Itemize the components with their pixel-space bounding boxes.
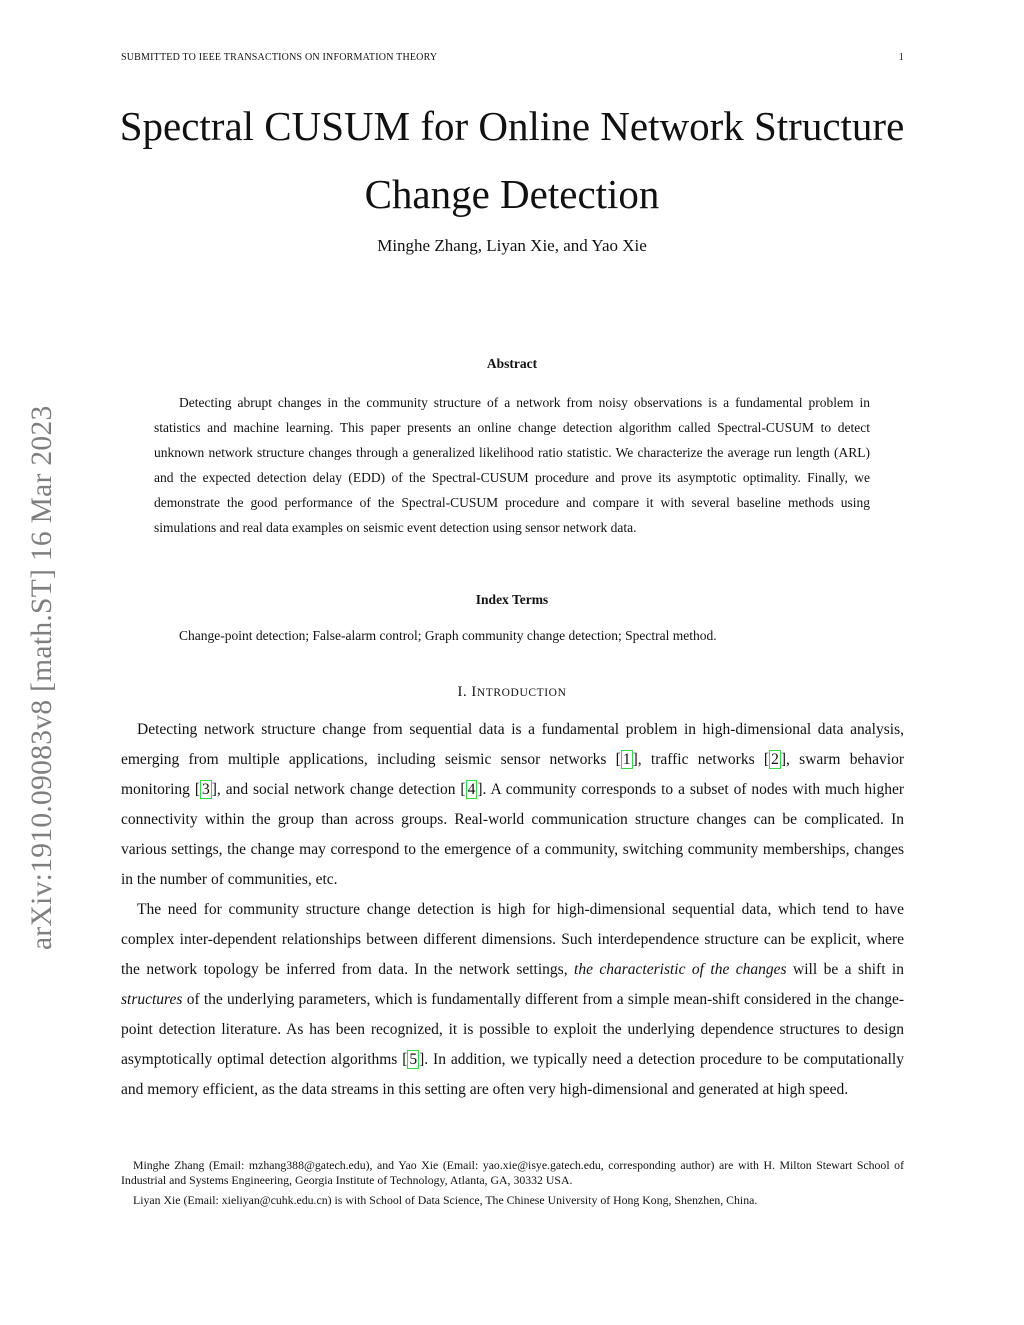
journal-name: SUBMITTED TO IEEE TRANSACTIONS ON INFORMATION THEORY	[121, 52, 438, 63]
author-list: Minghe Zhang, Liyan Xie, and Yao Xie	[377, 236, 647, 255]
paragraph-2	[121, 895, 904, 1105]
arxiv-stamp: arXiv:1910.09083v8 [math.ST] 16 Mar 2023	[26, 405, 58, 950]
citation-link-1[interactable]: 1	[622, 751, 631, 768]
text-run: will be a shift in	[786, 961, 904, 978]
footnote-affiliation-2: Liyan Xie (Email: xieliyan@cuhk.edu.cn) is with School of Data Science, The Chinese University of Hong Kong, Shenzhen, China.	[133, 1193, 758, 1207]
section-title-smallcaps: NTRODUCTION	[476, 687, 567, 699]
citation-link-3[interactable]: 3	[201, 781, 210, 798]
title-line-2: Change Detection	[364, 171, 660, 217]
text-run: Detecting network structure change from sequential data is a fundamental problem in high-dimensional data analysis, emerging from multiple applications, including seismic sensor networks [	[121, 721, 904, 768]
citation-link-2[interactable]: 2	[771, 751, 779, 768]
section-numeral: I. I	[457, 684, 477, 700]
text-run: ], swarm behavior monitoring [	[121, 751, 905, 798]
text-run: ], and social network change detection [	[211, 781, 466, 798]
text-run: ]. A community corresponds to a subset of nodes with much higher connectivity within the group than across groups. Real-world communication structure changes can be complicated. In various settings, the change may correspond to the emergence of a community, switching community memberships, changes in the number of communities, etc.	[121, 781, 904, 888]
paper-title	[0, 92, 1024, 228]
citation-link-4[interactable]: 4	[467, 781, 476, 798]
text-run: of the underlying parameters, which is fundamentally different from a simple mean-shift considered in the change-point detection literature. As has been recognized, it is possible to exploit the underlying dependence structures to design asymptotically optimal detection algorithms [	[121, 991, 904, 1068]
title-line-1: Spectral CUSUM for Online Network Structure	[119, 103, 905, 149]
running-head	[121, 52, 904, 63]
index-terms-text: Change-point detection; False-alarm control; Graph community change detection; Spectral method.	[179, 628, 717, 643]
emphasis-text: structures	[121, 991, 183, 1008]
index-terms-heading: Index Terms	[475, 592, 549, 607]
paragraph-1	[121, 715, 904, 895]
citation-link-5[interactable]: 5	[409, 1051, 418, 1068]
text-run: ]. In addition, we typically need a detection procedure to be computationally and memory efficient, as the data streams in this setting are often very high-dimensional and generated at high speed.	[121, 1051, 904, 1098]
body-text	[121, 715, 904, 1105]
footnote-affiliation-1: Minghe Zhang (Email: mzhang388@gatech.edu), and Yao Xie (Email: yao.xie@isye.gatech.edu, corresponding author) are with H. Milton Stewart School of Industrial and Systems Engineering, Georgia Institute of Technology, Atlanta, GA, 30332 USA.	[121, 1158, 904, 1187]
text-run: ], traffic networks [	[632, 751, 770, 768]
emphasis-text: the characteristic of the changes	[574, 961, 787, 978]
section-heading-introduction	[0, 684, 1024, 701]
page-number: 1	[898, 52, 904, 63]
footnotes	[121, 1158, 904, 1213]
abstract-text: Detecting abrupt changes in the community structure of a network from noisy observations is a fundamental problem in statistics and machine learning. This paper presents an online change detection algorithm called Spectral-CUSUM to detect unknown network structure changes through a generalized likelihood ratio statistic. We characterize the average run length (ARL) and the expected detection delay (EDD) of the Spectral-CUSUM procedure and prove its asymptotic optimality. Finally, we demonstrate the good performance of the Spectral-CUSUM procedure and compare it with several baseline methods using simulations and real data examples on seismic event detection using sensor network data.	[154, 395, 870, 535]
abstract-heading: Abstract	[486, 356, 538, 371]
text-run: The need for community structure change detection is high for high-dimensional sequential data, which tend to have complex inter-dependent relationships between different dimensions. Such interdependence structure can be explicit, where the network topology be inferred from data. In the network settings,	[121, 901, 904, 978]
